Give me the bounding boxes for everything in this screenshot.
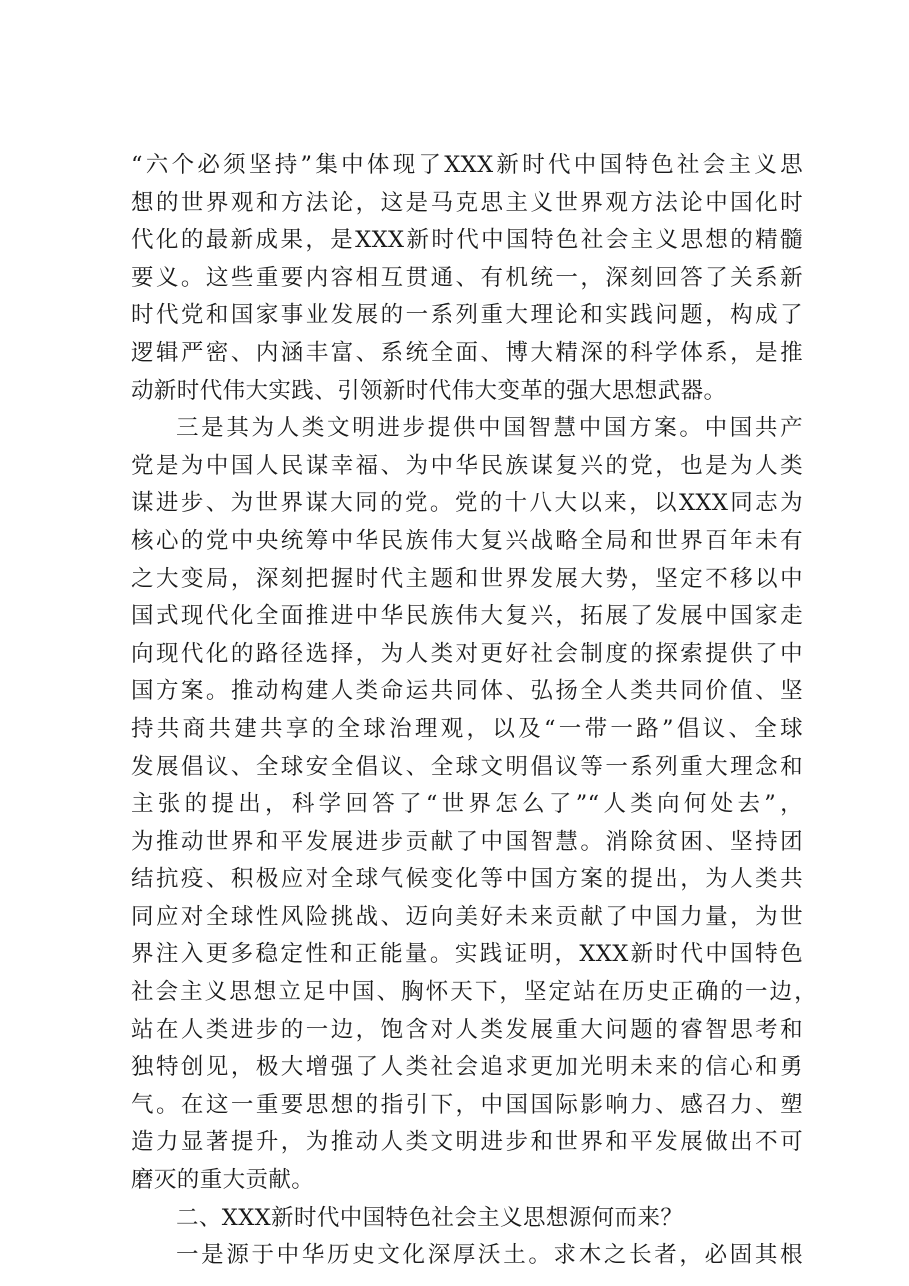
- text-line: “六个必须坚持”集中体现了XXX新时代中国特色社会主义思: [131, 152, 803, 178]
- text-line: 二、XXX新时代中国特色社会主义思想源何而来？: [176, 1204, 684, 1231]
- text-line: 代化的最新成果，是XXX新时代中国特色社会主义思想的精髓: [131, 227, 803, 254]
- text-line: 三是其为人类文明进步提供中国智慧中国方案。中国共产: [176, 415, 803, 442]
- text-line: 国方案。推动构建人类命运共同体、弘扬全人类共同价值、坚: [131, 678, 803, 705]
- text-line: 党是为中国人民谋幸福、为中华民族谋复兴的党，也是为人类: [131, 452, 803, 479]
- text-line: 站在人类进步的一边，饱含对人类发展重大问题的睿智思考和: [131, 1016, 803, 1043]
- text-line: 动新时代伟大实践、引领新时代伟大变革的强大思想武器。: [131, 377, 727, 404]
- text-line: 一是源于中华历史文化深厚沃土。求木之长者，必固其根: [176, 1242, 803, 1269]
- text-line: 造力显著提升，为推动人类文明进步和世界和平发展做出不可: [131, 1129, 803, 1156]
- text-line: 向现代化的路径选择，为人类对更好社会制度的探索提供了中: [131, 640, 803, 667]
- text-line: 之大变局，深刻把握时代主题和世界发展大势，坚定不移以中: [131, 565, 803, 592]
- text-line: 谋进步、为世界谋大同的党。党的十八大以来，以XXX同志为: [131, 490, 803, 517]
- text-line: 气。在这一重要思想的指引下，中国国际影响力、感召力、塑: [131, 1091, 803, 1118]
- text-line: 社会主义思想立足中国、胸怀天下，坚定站在历史正确的一边，: [131, 979, 817, 1006]
- text-line: 发展倡议、全球安全倡议、全球文明倡议等一系列重大理念和: [131, 753, 803, 780]
- text-line: 界注入更多稳定性和正能量。实践证明，XXX新时代中国特色: [131, 941, 803, 968]
- text-line: 为推动世界和平发展进步贡献了中国智慧。消除贫困、坚持团: [131, 828, 803, 855]
- document-body: [131, 147, 817, 1275]
- text-line: 同应对全球性风险挑战、迈向美好未来贡献了中国力量，为世: [131, 903, 803, 930]
- text-line: 主张的提出，科学回答了“世界怎么了”“人类向何处去”，: [131, 791, 803, 818]
- text-line: 想的世界观和方法论，这是马克思主义世界观方法论中国化时: [131, 189, 803, 216]
- text-line: 逻辑严密、内涵丰富、系统全面、博大精深的科学体系，是推: [131, 339, 803, 366]
- text-line: 磨灭的重大贡献。: [131, 1167, 315, 1194]
- text-line: 结抗疫、积极应对全球气候变化等中国方案的提出，为人类共: [131, 866, 803, 893]
- text-line: 时代党和国家事业发展的一系列重大理论和实践问题，构成了: [131, 302, 803, 329]
- text-line: 要义。这些重要内容相互贯通、有机统一，深刻回答了关系新: [131, 264, 803, 291]
- text-line: 国式现代化全面推进中华民族伟大复兴，拓展了发展中国家走: [131, 603, 803, 630]
- text-line: 独特创见，极大增强了人类社会追求更加光明未来的信心和勇: [131, 1054, 803, 1081]
- text-line: 持共商共建共享的全球治理观，以及“一带一路”倡议、全球: [131, 715, 803, 742]
- text-line: 核心的党中央统筹中华民族伟大复兴战略全局和世界百年未有: [131, 527, 803, 554]
